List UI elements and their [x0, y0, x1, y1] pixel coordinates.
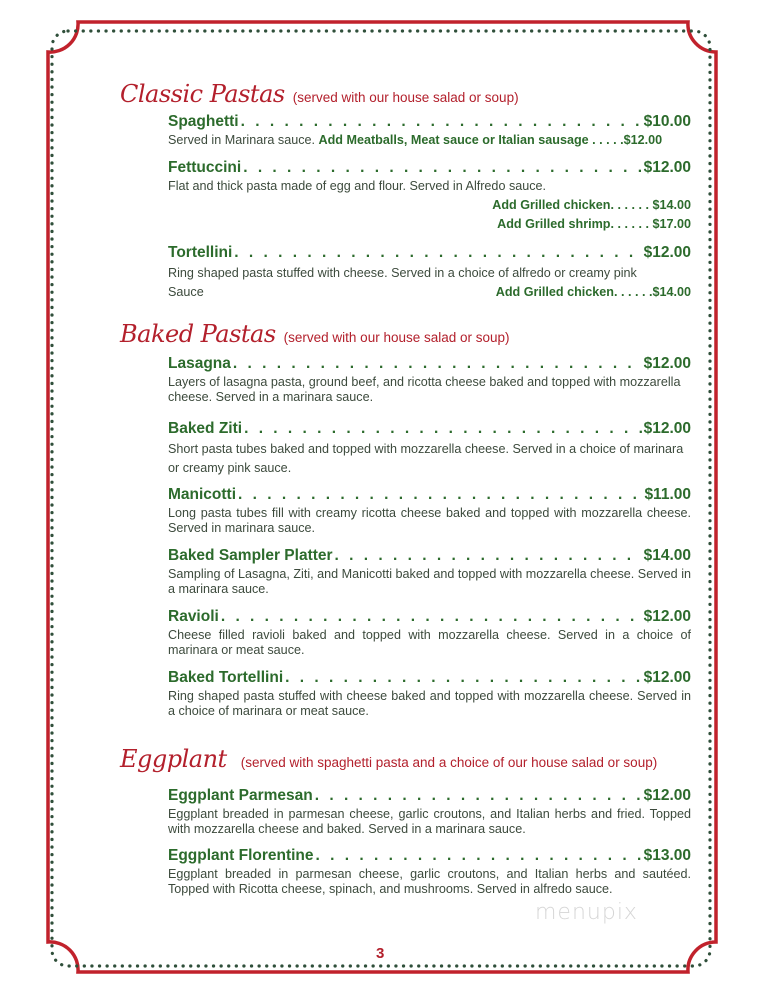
item-name: Tortellini [168, 244, 233, 261]
item-price: $10.00 [643, 113, 691, 130]
item-name: Ravioli [168, 608, 219, 625]
item-price: $12.00 [643, 669, 691, 686]
item-addon: Add Grilled shrimp. . . . . . $17.00 [497, 217, 691, 231]
item-price: $12.00 [643, 420, 691, 437]
leader-dots [238, 485, 642, 505]
item-description: Ring shaped pasta stuffed with cheese. Served in a choice of alfredo or creamy pink [168, 266, 637, 280]
item-addon: Add Grilled chicken. . . . . . $14.00 [492, 198, 691, 212]
item-price: $14.00 [643, 547, 691, 564]
section-title: Baked Pastas [120, 320, 276, 348]
item-description: Long pasta tubes fill with creamy ricotta cheese baked and topped with mozzarella cheese. Served in marinara sauce. [168, 506, 691, 535]
menu-item-baked-ziti [168, 419, 691, 478]
item-price: $12.00 [643, 244, 691, 261]
item-price: $12.00 [643, 608, 691, 625]
item-price: $12.00 [643, 355, 691, 372]
item-price: $12.00 [643, 159, 691, 176]
leader-dots [315, 786, 642, 806]
item-name: Spaghetti [168, 113, 239, 130]
item-name: Lasagna [168, 355, 231, 372]
item-price: $11.00 [644, 486, 691, 503]
item-price: $13.00 [643, 847, 691, 864]
item-addon: Add Grilled chicken. . . . . .$14.00 [495, 285, 691, 299]
section-heading-classic-pastas [120, 80, 519, 108]
section-note: (served with spaghetti pasta and a choice of our house salad or soup) [240, 755, 658, 770]
item-name: Baked Sampler Platter [168, 547, 333, 564]
menu-item-lasagna [168, 354, 691, 405]
watermark-logo: menupix [535, 900, 638, 925]
leader-dots [243, 158, 641, 178]
menu-item-eggplant-parmesan [168, 786, 691, 837]
leader-dots [221, 607, 642, 627]
item-description: Flat and thick pasta made of egg and flour. Served in Alfredo sauce. [168, 179, 547, 193]
item-description-cont: Sauce [168, 285, 204, 299]
section-note: (served with our house salad or soup) [292, 90, 519, 105]
menu-item-baked-tortellini [168, 668, 691, 719]
menu-item-eggplant-florentine [168, 846, 691, 897]
item-description: Eggplant breaded in parmesan cheese, garlic croutons, and Italian herbs and sautéed. Topped with Ricotta cheese, spinach, and mushrooms. Served in alfredo sauce. [168, 867, 691, 896]
menu-item-baked-sampler-platter [168, 546, 691, 597]
item-name: Baked Ziti [168, 420, 243, 437]
page-number: 3 [376, 945, 385, 962]
item-description: Sampling of Lasagna, Ziti, and Manicotti baked and topped with mozzarella cheese. Served in a marinara sauce. [168, 567, 691, 596]
item-name: Manicotti [168, 486, 237, 503]
leader-dots [233, 354, 642, 374]
leader-dots [244, 419, 642, 439]
item-price: $12.00 [643, 787, 691, 804]
item-name: Eggplant Parmesan [168, 787, 313, 804]
section-title: Eggplant [120, 745, 227, 773]
item-addon: Add Meatballs, Meat sauce or Italian sausage . . . . .$12.00 [318, 133, 663, 147]
leader-dots [241, 112, 642, 132]
item-description: Eggplant breaded in parmesan cheese, garlic croutons, and Italian herbs and fried. Topped with mozzarella cheese and baked. Served in a marinara sauce. [168, 807, 691, 836]
leader-dots [285, 668, 641, 688]
item-name: Fettuccini [168, 159, 242, 176]
leader-dots [335, 546, 642, 566]
section-title: Classic Pastas [120, 80, 285, 108]
item-description: Ring shaped pasta stuffed with cheese baked and topped with mozzarella cheese. Served in a choice of marinara or meat sauce. [168, 689, 691, 718]
menu-item-manicotti [168, 485, 691, 536]
section-heading-eggplant [120, 745, 657, 773]
menu-item-spaghetti [168, 112, 691, 148]
item-name: Eggplant Florentine [168, 847, 314, 864]
item-description: Layers of lasagna pasta, ground beef, and ricotta cheese baked and topped with mozzarella cheese. Served in a marinara sauce. [168, 375, 681, 404]
menu-item-fettuccini [168, 158, 691, 234]
section-note: (served with our house salad or soup) [283, 330, 510, 345]
section-heading-baked-pastas [120, 320, 510, 348]
item-description: Short pasta tubes baked and topped with mozzarella cheese. Served in a choice of marinara or creamy pink sauce. [168, 442, 684, 475]
leader-dots [234, 243, 641, 263]
item-description: Served in Marinara sauce. [168, 133, 319, 147]
leader-dots [316, 846, 642, 866]
item-description: Cheese filled ravioli baked and topped with mozzarella cheese. Served in a choice of marinara or meat sauce. [168, 628, 691, 657]
menu-item-ravioli [168, 607, 691, 658]
menu-item-tortellini [168, 243, 691, 302]
item-name: Baked Tortellini [168, 669, 284, 686]
